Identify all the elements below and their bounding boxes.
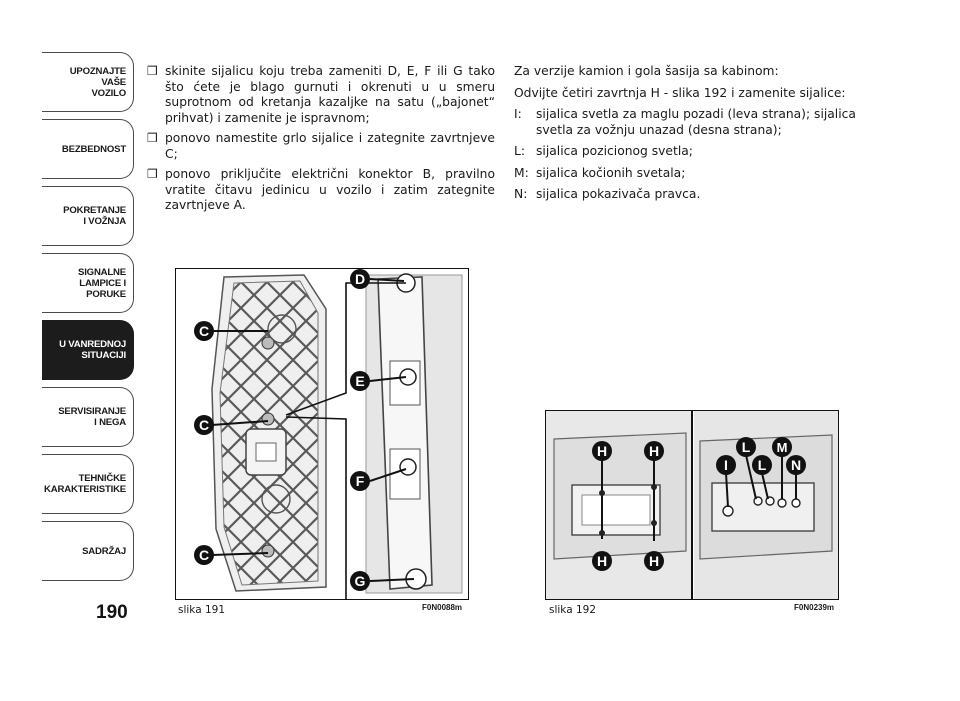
label-e xyxy=(350,371,370,391)
svg-text:M: M xyxy=(776,440,788,455)
left-column xyxy=(147,64,495,219)
svg-text:H: H xyxy=(648,443,660,459)
label-h-top-right xyxy=(644,441,664,461)
bullet-text: ponovo namestite grlo sijalice i zategnite zavrtnjeve C; xyxy=(165,131,495,161)
tab-pokretanje-i-voznja[interactable]: POKRETANJE I VOŽNJA xyxy=(42,186,134,246)
checkbox-bullet-icon: ❒ xyxy=(147,167,158,181)
item-text: sijalica kočionih svetala; xyxy=(536,165,686,180)
label-f xyxy=(350,471,370,491)
label-c-top xyxy=(194,321,214,341)
list-item xyxy=(147,167,495,214)
list-item xyxy=(514,144,874,160)
tab-signalne-lampice[interactable]: SIGNALNE LAMPICE I PORUKE xyxy=(42,253,134,313)
svg-text:H: H xyxy=(596,443,608,459)
item-key: M: xyxy=(514,165,529,180)
label-g xyxy=(350,571,370,591)
instruction-text: Odvijte četiri zavrtnja H - slika 192 i zamenite sijalice: xyxy=(514,85,846,100)
item-key: I: xyxy=(514,107,522,121)
svg-text:D: D xyxy=(354,271,366,287)
bullet-text: ponovo priključite električni konektor B, pravilno vratite čitavu jedinicu u vozilo i zatim zategnite zavrtnjeve A. xyxy=(165,167,495,212)
svg-text:C: C xyxy=(198,547,210,563)
tab-servisiranje-i-nega[interactable]: SERVISIRANJE I NEGA xyxy=(42,387,134,447)
svg-text:L: L xyxy=(757,457,767,473)
label-i xyxy=(716,455,736,475)
tab-sadrzaj[interactable]: SADRŽAJ xyxy=(42,521,134,581)
figure-191-caption: slika 191 xyxy=(178,604,226,616)
checkbox-bullet-icon: ❒ xyxy=(147,131,158,145)
svg-text:H: H xyxy=(648,553,660,569)
list-item xyxy=(147,64,495,126)
tab-upoznajte-vase-vozilo[interactable]: UPOZNAJTE VAŠE VOZILO xyxy=(42,52,134,112)
label-h-bottom-left xyxy=(592,551,612,571)
label-l-lower xyxy=(752,455,772,475)
label-c-middle xyxy=(194,415,214,435)
svg-text:C: C xyxy=(198,323,210,339)
label-c-bottom xyxy=(194,545,214,565)
page-number: 190 xyxy=(96,602,128,623)
figure-191-tail-lamp xyxy=(175,268,469,600)
label-d xyxy=(350,269,370,289)
label-l-top xyxy=(736,437,756,457)
svg-text:H: H xyxy=(596,553,608,569)
svg-text:F: F xyxy=(355,473,365,489)
intro-text: Za verzije kamion i gola šasija sa kabinom: xyxy=(514,64,779,78)
svg-text:E: E xyxy=(355,373,365,389)
bullet-text: skinite sijalicu koju treba zameniti D, E, F ili G tako što ćete je blago gurnuti i okrenuti u u smeru suprotnom od kretanja kazaljke na satu („bajonet“ prihvat) i zamenite je ispravnom; xyxy=(165,64,495,125)
list-item xyxy=(147,131,495,162)
label-m xyxy=(772,437,792,457)
label-h-bottom-right xyxy=(644,551,664,571)
tab-tehnicke-karakteristike[interactable]: TEHNIČKE KARAKTERISTIKE xyxy=(42,454,134,514)
figure-191-code: F0N0088m xyxy=(422,603,463,612)
label-h-top-left xyxy=(592,441,612,461)
svg-text:L: L xyxy=(741,439,751,455)
checkbox-bullet-icon: ❒ xyxy=(147,64,158,78)
list-item xyxy=(514,107,874,138)
svg-text:N: N xyxy=(790,457,802,473)
tab-u-vanrednoj-situaciji[interactable]: U VANREDNOJ SITUACIJI xyxy=(42,320,134,380)
svg-text:C: C xyxy=(198,417,210,433)
list-item xyxy=(514,187,874,203)
item-text: sijalica pokazivača pravca. xyxy=(536,187,701,201)
item-key: N: xyxy=(514,187,528,201)
label-n xyxy=(786,455,806,475)
item-text: sijalica pozicionog svetla; xyxy=(536,144,693,158)
item-key: L: xyxy=(514,144,525,158)
right-column xyxy=(514,64,874,209)
svg-text:I: I xyxy=(724,457,728,473)
tab-bezbednost[interactable]: BEZBEDNOST xyxy=(42,119,134,179)
svg-text:G: G xyxy=(354,573,366,589)
item-text: sijalica svetla za maglu pozadi (leva strana); sijalica svetla za vožnju unazad (desna strana); xyxy=(536,107,856,137)
figure-192-code: F0N0239m xyxy=(794,603,835,612)
list-item xyxy=(514,166,874,182)
figure-192-rear-lamp xyxy=(545,410,839,600)
figure-192-caption: slika 192 xyxy=(549,604,597,616)
